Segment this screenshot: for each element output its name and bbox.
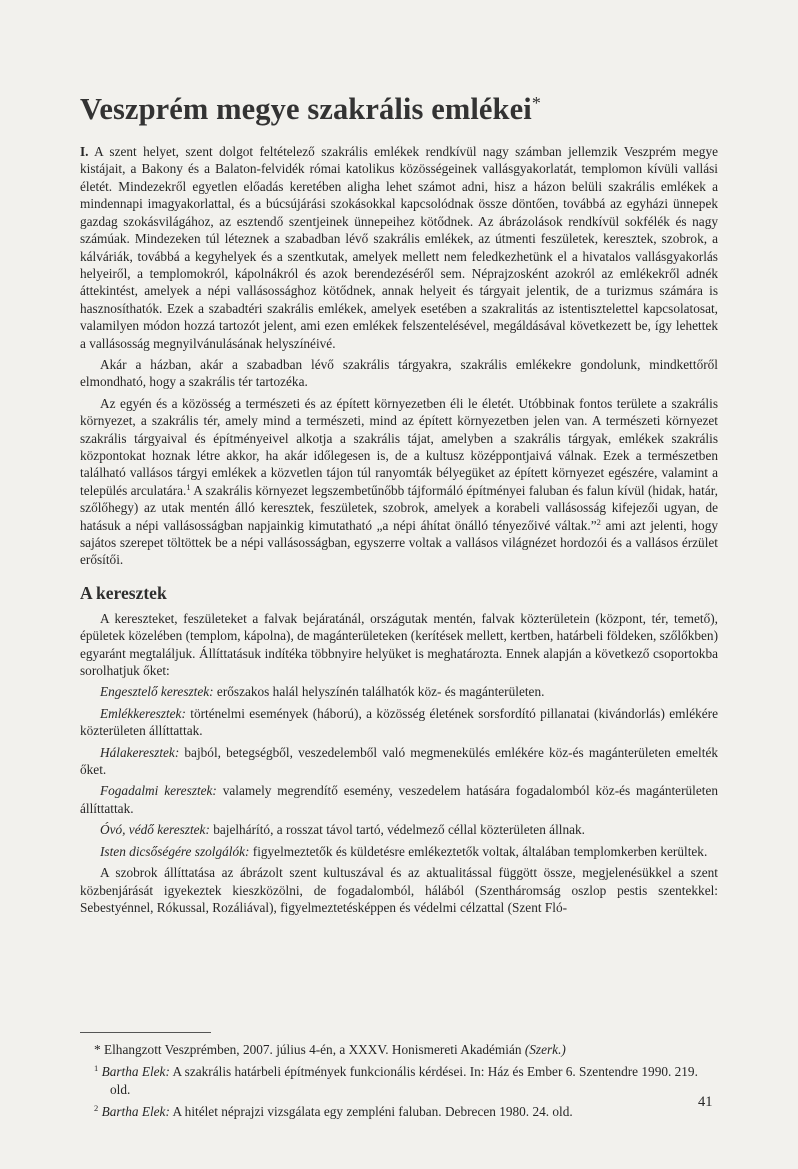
footnote-ref-1[interactable]: 1 [186, 481, 191, 492]
footnote-item: $^2$ Bartha Elek: A hitélet néprajzi vizsgálata egy zempléni faluban. Debrecen 1980. 24. old. [94, 1103, 573, 1120]
category-item: Óvó, védő keresztek: bajelhárító, a rosszat távol tartó, védelmező céllal közterületen állnak. [100, 822, 585, 838]
category-item: Engesztelő keresztek: erőszakos halál helyszínén találhatók köz- és magánterületen. [100, 684, 545, 700]
title-footnote-mark: * [531, 93, 541, 113]
intro-paragraph-1: I. A szent helyet, szent dolgot feltételező szakrális emlékek rendkívül nagy számban jellemzik Veszprém megye kistájait, a Bakony és a Balaton-felvidék római katolikus közösségeinek vallásgyakorlatát, templomon kívüli vallási életét. Mindezekről egyetlen előadás keretében aligha lehet számot adni, hisz a házon belüli szakrális emlékek a mindennapi imagyakorlattal, és a búcsújárási szokásokkal kapcsolódnak össze döntően, továbbá az egyházi ünnepek gazdag szokásvilágához, az esztendő szentjeinek ünnepeihez kötődnek. Az ábrázolások rendkívül sokfélék és nagy számúak. Mindezeken túl léteznek a szabadban lévő szakrális emlékek, az útmenti feszületek, keresztek, szobrok, a kálváriák, továbbá a kegyhelyek és a szentkutak, amelyek mellett nem feledkezhetünk el a hivatalos vallásgyakorlás helyeiről, a templomokról, kápolnákról és azok berendezéséről sem. Néprajzosként azokról az emlékekről adnék áttekintést, amelyek a népi vallásossághoz kötődnek, annak helyeit és tárgyait jelentik, de a turizmus számára is hasznosíthatók. Ezek a szabadtéri szakrális emlékek, amelyek esetében a szakralitás az istentisztelettel kapcsolatosat, valamilyen módon hozzá tartozót jelent, ami ezen emlékek felszentelésével, megáldásával következett be, így lehettek a vallásosság megnyilvánulásának helyszínéivé. [80, 144, 718, 351]
category-item: Fogadalmi keresztek: valamely megrendítő esemény, veszedelem hatására fogadalomból köz-és magánterületen állíttattak. [80, 783, 719, 816]
footnote-divider [80, 1032, 211, 1033]
intro-paragraph-2: Akár a házban, akár a szabadban lévő szakrális tárgyakra, szakrális emlékekre gondolunk, mindkettőről elmondható, hogy a szakrális tér tartozéka. [80, 356, 718, 390]
footnotes [80, 1041, 720, 1126]
footnote-item: $^1$ Bartha Elek: A szakrális határbeli építmények funkcionális kérdései. In: Ház és Ember 6. Szentendre 1990. 219. old. [94, 1063, 698, 1097]
section-roman-numeral: I. [80, 144, 89, 160]
section-heading: A keresztek [80, 582, 167, 603]
section-paragraph-1: A kereszteket, feszületeket a falvak bejáratánál, országutak mentén, falvak közterületein (központ, tér, temető), épületek közelében (templom, kápolna), de magánterületeken (kerítések mellett, kertben, határbeli földeken, szőlőkben) egyaránt megtaláljuk. Állíttatásuk indítéka többnyire helyüket is meghatározta. Ennek alapján a következő csoportokba sorolhatjuk őket: [80, 610, 718, 679]
footnote-ref-2[interactable]: 2 [596, 516, 601, 527]
category-item: Emlékkeresztek: történelmi események (háború), a közösség életének sorsfordító pillanatai (kivándorlás) emlékére közterületen állíttattak. [80, 705, 718, 739]
category-item: Isten dicsőségére szolgálók: figyelmeztetők és küldetésre emlékeztetők voltak, általában templomkerben kerültek. [100, 843, 708, 859]
category-item: Hálakeresztek: bajból, betegségből, veszedelemből való megmenekülés emlékére köz-és magánterületen emelték őket. [80, 744, 718, 778]
article-title: Veszprém megye szakrális emlékei* [80, 92, 541, 126]
page-number: 41 [698, 1094, 713, 1110]
section-paragraph-last: A szobrok állíttatása az ábrázolt szent kultuszával és az aktualitással függött össze, megjelenésükkel a szent közbenjárását igyekeztek kieszközölni, de fogadalomból, hálából (Szentháromság oszlop pestis szentekkel: Sebestyénnel, Rókussal, Rozáliával), figyelmeztetésképpen és védelmi célzattal (Szent Fló- [80, 865, 718, 915]
footnote-item: * Elhangzott Veszprémben, 2007. július 4-én, a XXXV. Honismereti Akadémián (Szerk.) [94, 1042, 566, 1057]
article [80, 92, 718, 916]
intro-paragraph-3: Az egyén és a közösség a természeti és az épített környezetben éli le életét. Utóbbinak fontos területe a szakrális környezet, a szakrális tér, amely mind a természeti, mind az épített környezetben jelen van. A természeti környezet szakrális tárgyaival és építményeivel alkotja a szakrális tájat, amelyben a szakrális tárgyak, emlékek szakrális központokat hoznak létre akkor, ha akár időlegesen is, de a kultusz középpontjaivá válnak. Ezek a természetben található vallásos tárgyi emlékek a közvetlen tájon túl ranyomták bélyegüket az épített környezet egészére, valamint a település arculatára.$^1$ A szakrális környezet legszembetűnőbb tájformáló építményei faluban és falun kívül (hidak, határ, szőlőhegy) az utak mentén álló keresztek, feszületek, szobrok, amelyek a korabeli vallásosság kifejezői ugyan, de hatásuk a népi vallásosságban napjainkig kimutatható „a népi áhítat önálló tényezőivé váltak.”$^2$ ami azt jelenti, hogy sajátos szerepet töltöttek be a népi vallásosságban, egyszerre voltak a vallásos világnézet hordozói és a vallásos érzület erősítői. [80, 395, 718, 568]
